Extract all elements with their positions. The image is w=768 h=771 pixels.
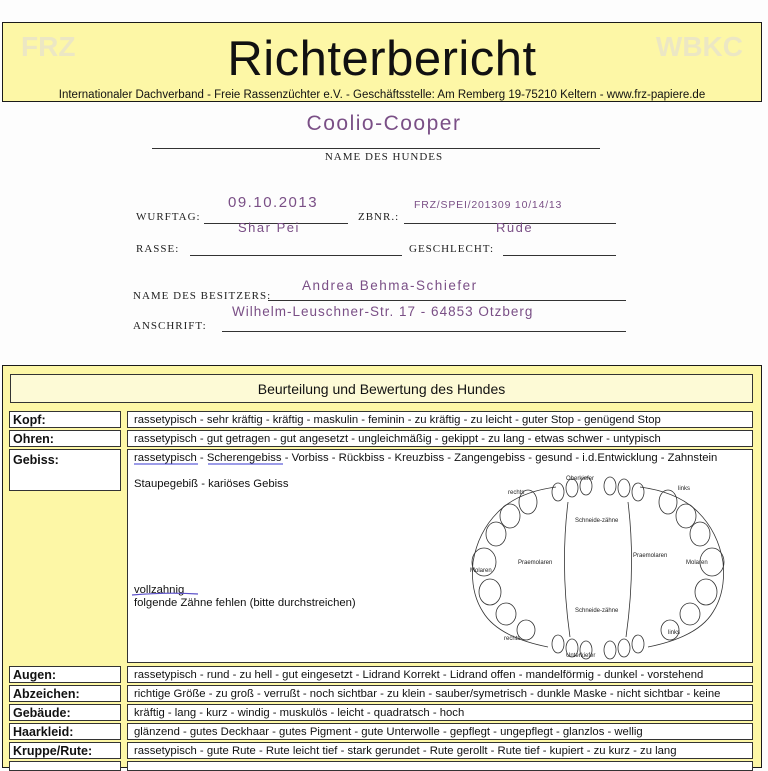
abzeichen-label: Abzeichen:	[9, 685, 121, 702]
abzeichen-value: richtige Größe - zu groß - verrußt - noch sichtbar - zu klein - sauber/symetrisch - dunkle Maske - nicht sichtbar - keine	[127, 685, 753, 702]
next-row-label	[9, 761, 121, 771]
dog-name-label: NAME DES HUNDES	[324, 151, 444, 163]
geschlecht-line	[503, 255, 616, 256]
owner-label: NAME DES BESITZERS:	[133, 290, 272, 302]
wurftag-label: WURFTAG:	[136, 211, 201, 223]
gebiss-label: Gebiss:	[9, 449, 121, 491]
diagram-praemolaren-right: Praemolaren	[633, 553, 668, 559]
next-row-value	[127, 761, 753, 771]
kopf-value: rassetypisch - sehr kräftig - kräftig - maskulin - feminin - zu kräftig - zu leicht - guter Stop - genügend Stop	[127, 411, 753, 428]
diagram-rechts-bottom: rechts	[504, 636, 521, 642]
kruppe-value: rassetypisch - gute Rute - Rute leicht tief - stark gerundet - Rute gerollt - Rute tief - kupiert - zu kurz - zu lang	[127, 742, 753, 759]
report-header	[2, 22, 762, 102]
gebaeude-value: kräftig - lang - kurz - windig - muskulös - leicht - quadratsch - hoch	[127, 704, 753, 721]
diagram-links-top: links	[678, 486, 691, 492]
ohren-label: Ohren:	[9, 430, 121, 447]
watermark-frz: FRZ	[21, 31, 76, 62]
ohren-value: rassetypisch - gut getragen - gut angesetzt - ungleichmäßig - gekippt - zu lang - etwas schwer - untypisch	[127, 430, 753, 447]
augen-value: rassetypisch - rund - zu hell - gut eingesetzt - Lidrand Korrekt - Lidrand offen - mandelförmig - dunkel - vorstehend	[127, 666, 753, 683]
gebiss-line3: vollzahnig	[134, 584, 185, 596]
address-value: Wilhelm-Leuschner-Str. 17 - 64853 Otzberg	[232, 304, 534, 319]
diagram-praemolaren-left: Praemolaren	[518, 560, 553, 566]
dog-name-line	[152, 148, 600, 149]
kruppe-label: Kruppe/Rute:	[9, 742, 121, 759]
zbnr-label: ZBNR.:	[358, 211, 400, 223]
gebiss-value-box	[127, 449, 753, 663]
geschlecht-value: Rüde	[496, 220, 534, 235]
haarkleid-value: glänzend - gutes Deckhaar - gutes Pigment - gute Unterwolle - gepflegt - ungepflegt - glanzlos - wellig	[127, 723, 753, 740]
diagram-unterkiefer: Unterkiefer	[566, 653, 596, 659]
zbnr-value: FRZ/SPEI/201309 10/14/13	[414, 199, 563, 211]
owner-line	[268, 300, 626, 301]
diagram-molaren-right: Molaren	[686, 560, 708, 566]
diagram-links-bottom: links	[668, 630, 681, 636]
diagram-rechts-top: rechts	[508, 490, 525, 496]
diagram-molaren-left: Molaren	[470, 568, 492, 574]
report-title: Richterbericht	[227, 32, 537, 86]
report-subtitle: Internationaler Dachverband - Freie Rassenzüchter e.V. - Geschäftsstelle: Am Remberg 19-75210 Keltern - www.frz-papiere.de	[58, 89, 706, 101]
wurftag-value: 09.10.2013	[228, 194, 319, 211]
kopf-label: Kopf:	[9, 411, 121, 428]
dog-name-value: Coolio-Cooper	[306, 112, 462, 135]
geschlecht-label: GESCHLECHT:	[409, 243, 495, 255]
rasse-label: RASSE:	[136, 243, 180, 255]
owner-value: Andrea Behma-Schiefer	[302, 278, 478, 293]
evaluation-title: Beurteilung und Bewertung des Hundes	[10, 374, 753, 403]
watermark-wbkc: WBKC	[655, 31, 743, 62]
augen-label: Augen:	[9, 666, 121, 683]
rasse-value: Shar Pei	[238, 220, 300, 235]
gebaeude-label: Gebäude:	[9, 704, 121, 721]
address-label: ANSCHRIFT:	[133, 320, 207, 332]
diagram-schneide-top: Schneide-zähne	[575, 518, 619, 524]
address-line	[222, 331, 626, 332]
diagram-schneide-bottom: Schneide-zähne	[575, 608, 619, 614]
gebiss-line4: folgende Zähne fehlen (bitte durchstreichen)	[134, 597, 356, 609]
gebiss-line2: Staupegebiß - kariöses Gebiss	[134, 478, 289, 490]
haarkleid-label: Haarkleid:	[9, 723, 121, 740]
gebiss-line1: rassetypisch - Scherengebiss - Vorbiss - Rückbiss - Kreuzbiss - Zangengebiss - gesund - i.d.Entwicklung - Zahnstein	[134, 452, 718, 464]
rasse-line	[190, 255, 402, 256]
teeth-diagram	[448, 472, 748, 662]
diagram-oberkiefer: Oberkiefer	[566, 476, 595, 482]
